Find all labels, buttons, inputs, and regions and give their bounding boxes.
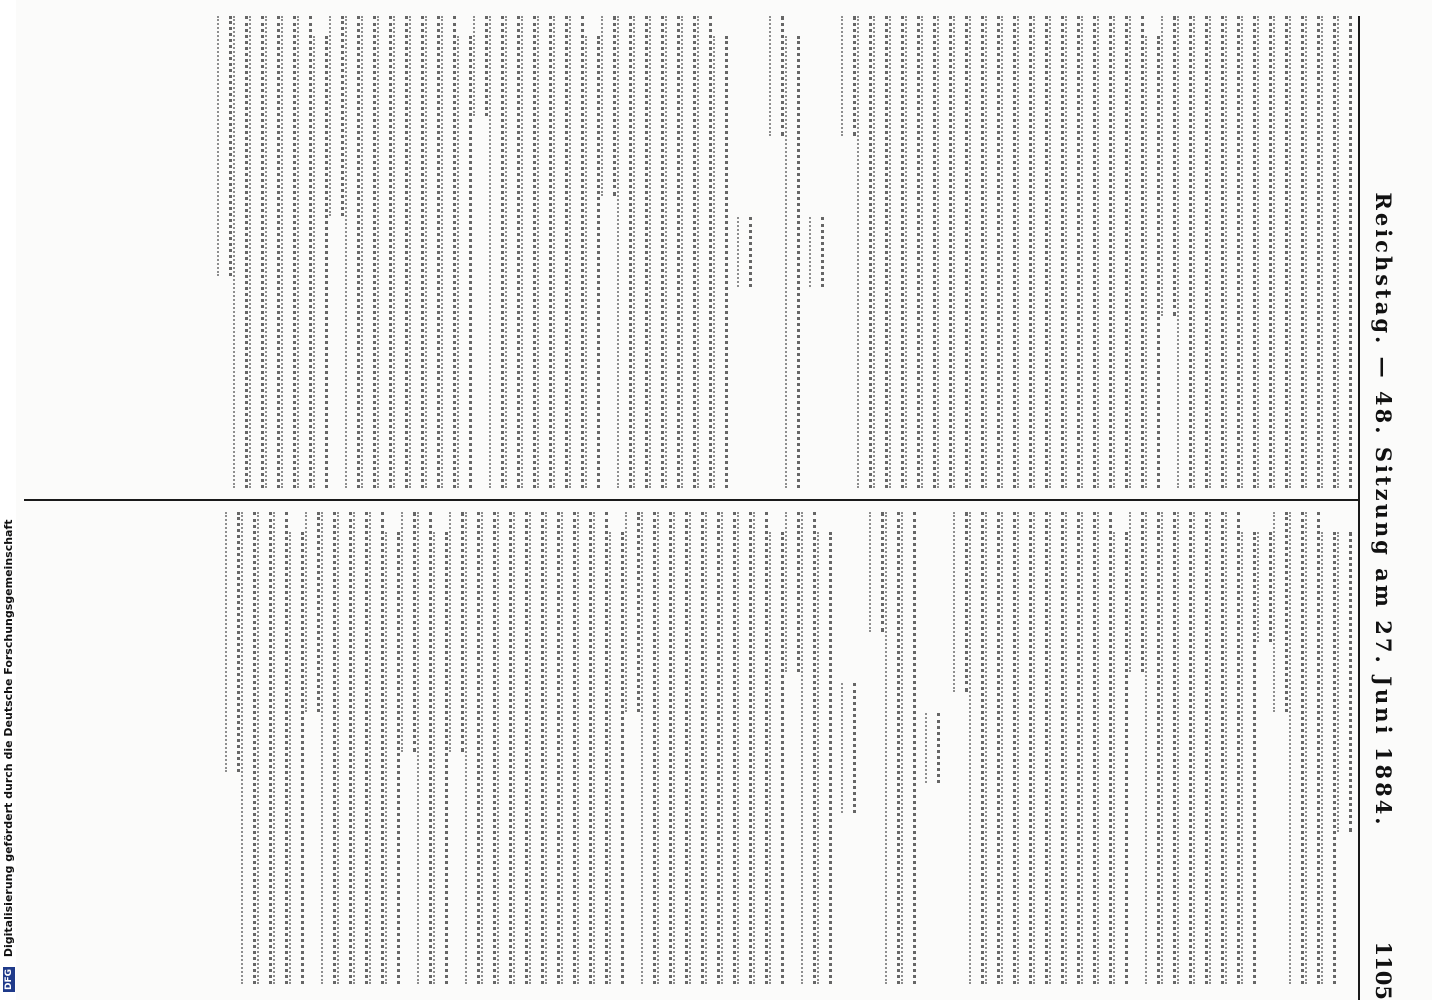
text-line xyxy=(937,16,952,488)
text-line xyxy=(1161,512,1176,984)
text-line xyxy=(1241,532,1256,984)
text-line xyxy=(905,16,920,488)
text-line xyxy=(1001,16,1016,488)
text-line xyxy=(681,16,696,488)
text-line xyxy=(841,16,856,136)
text-line xyxy=(1257,532,1272,642)
text-line xyxy=(1225,512,1240,984)
text-line xyxy=(297,16,312,488)
header-rule xyxy=(1358,16,1360,1000)
text-line xyxy=(601,16,616,196)
text-line xyxy=(817,532,832,984)
running-header: Reichstag. — 48. Sitzung am 27. Juni 1884. xyxy=(1371,192,1396,828)
text-line xyxy=(497,512,512,984)
text-line xyxy=(985,16,1000,488)
text-line xyxy=(721,512,736,984)
text-line xyxy=(377,16,392,488)
text-line xyxy=(1289,512,1304,984)
text-line xyxy=(737,217,752,287)
text-line xyxy=(617,16,632,488)
text-line xyxy=(953,16,968,488)
text-line xyxy=(417,512,432,984)
text-line xyxy=(785,36,800,488)
text-line xyxy=(753,512,768,984)
text-line xyxy=(869,512,884,632)
text-line xyxy=(1257,16,1272,488)
text-line xyxy=(969,16,984,488)
text-line xyxy=(697,16,712,488)
text-line xyxy=(249,16,264,488)
text-line xyxy=(385,532,400,984)
text-line xyxy=(1193,512,1208,984)
text-line xyxy=(609,532,624,984)
column-divider xyxy=(24,499,1360,501)
text-line xyxy=(641,512,656,984)
text-line xyxy=(1065,512,1080,984)
text-line xyxy=(409,16,424,488)
text-line xyxy=(1337,532,1352,832)
text-line xyxy=(449,512,464,752)
text-line xyxy=(473,16,488,116)
text-line xyxy=(569,16,584,488)
text-line xyxy=(921,16,936,488)
text-line xyxy=(401,512,416,752)
text-line xyxy=(925,713,940,783)
text-line xyxy=(553,16,568,488)
text-line xyxy=(969,512,984,984)
text-line xyxy=(809,217,824,287)
text-line xyxy=(521,16,536,488)
text-line xyxy=(737,512,752,984)
text-line xyxy=(241,512,256,984)
text-line xyxy=(1225,16,1240,488)
text-line xyxy=(1273,16,1288,488)
text-line xyxy=(1209,512,1224,984)
text-line xyxy=(1289,16,1304,488)
text-line xyxy=(1129,512,1144,672)
text-line xyxy=(585,36,600,488)
text-line xyxy=(1129,16,1144,488)
text-line xyxy=(1193,16,1208,488)
text-line xyxy=(265,16,280,488)
text-line xyxy=(1177,16,1192,488)
text-line xyxy=(1065,16,1080,488)
text-line xyxy=(329,16,344,216)
text-line xyxy=(673,512,688,984)
text-line xyxy=(337,512,352,984)
text-line xyxy=(1081,512,1096,984)
text-line xyxy=(457,36,472,488)
text-line xyxy=(561,512,576,984)
text-line xyxy=(465,512,480,984)
text-column-left xyxy=(22,16,1352,488)
credit-line xyxy=(2,32,15,992)
text-line xyxy=(713,36,728,488)
digitization-credit xyxy=(0,0,16,1000)
credit-text: Digitalisierung gefördert durch die Deutsche Forschungsgemeinschaft xyxy=(2,519,15,958)
text-line xyxy=(1337,16,1352,488)
text-line xyxy=(393,16,408,488)
text-line xyxy=(537,16,552,488)
text-line xyxy=(769,532,784,984)
text-column-right xyxy=(22,512,1352,984)
text-line xyxy=(313,36,328,488)
text-line xyxy=(305,512,320,712)
text-line xyxy=(785,512,800,672)
page-number: 1105 xyxy=(1371,941,1396,1000)
text-line xyxy=(321,512,336,984)
text-line xyxy=(289,532,304,984)
text-line xyxy=(689,512,704,984)
text-line xyxy=(233,16,248,488)
text-line xyxy=(353,512,368,984)
text-line xyxy=(1177,512,1192,984)
text-line xyxy=(433,532,448,984)
text-line xyxy=(1113,16,1128,488)
text-line xyxy=(885,512,900,984)
text-line xyxy=(1001,512,1016,984)
text-line xyxy=(625,512,640,712)
text-line xyxy=(1321,16,1336,488)
text-line xyxy=(257,512,272,984)
text-line xyxy=(953,512,968,692)
text-line xyxy=(649,16,664,488)
text-line xyxy=(985,512,1000,984)
text-line xyxy=(1145,36,1160,488)
text-line xyxy=(281,16,296,488)
dfg-logo: DFG xyxy=(4,968,14,990)
text-line xyxy=(769,16,784,136)
text-line xyxy=(1049,512,1064,984)
text-line xyxy=(489,16,504,488)
text-line xyxy=(361,16,376,488)
text-line xyxy=(225,512,240,772)
text-line xyxy=(1273,512,1288,712)
text-line xyxy=(1033,16,1048,488)
text-line xyxy=(657,512,672,984)
text-line xyxy=(665,16,680,488)
text-line xyxy=(593,512,608,984)
text-line xyxy=(1097,16,1112,488)
text-line xyxy=(1145,512,1160,984)
text-line xyxy=(481,512,496,984)
text-line xyxy=(425,16,440,488)
text-line xyxy=(1017,16,1032,488)
text-line xyxy=(1097,512,1112,984)
text-line xyxy=(513,512,528,984)
text-line xyxy=(841,683,856,813)
text-line xyxy=(633,16,648,488)
text-line xyxy=(801,512,816,984)
text-line xyxy=(1081,16,1096,488)
text-line xyxy=(1209,16,1224,488)
text-line xyxy=(1049,16,1064,488)
text-line xyxy=(857,16,872,488)
text-line xyxy=(889,16,904,488)
text-line xyxy=(1321,532,1336,984)
text-line xyxy=(529,512,544,984)
text-line xyxy=(545,512,560,984)
text-line xyxy=(345,16,360,488)
text-line xyxy=(577,512,592,984)
text-line xyxy=(1305,16,1320,488)
text-line xyxy=(901,512,916,984)
text-line xyxy=(273,512,288,984)
text-line xyxy=(873,16,888,488)
text-line xyxy=(217,16,232,276)
text-line xyxy=(705,512,720,984)
text-line xyxy=(1161,16,1176,316)
text-line xyxy=(1305,512,1320,984)
text-line xyxy=(1113,532,1128,984)
text-line xyxy=(1241,16,1256,488)
text-line xyxy=(1033,512,1048,984)
text-line xyxy=(441,16,456,488)
page-header xyxy=(1366,30,1402,1000)
text-line xyxy=(505,16,520,488)
text-line xyxy=(1017,512,1032,984)
text-line xyxy=(369,512,384,984)
